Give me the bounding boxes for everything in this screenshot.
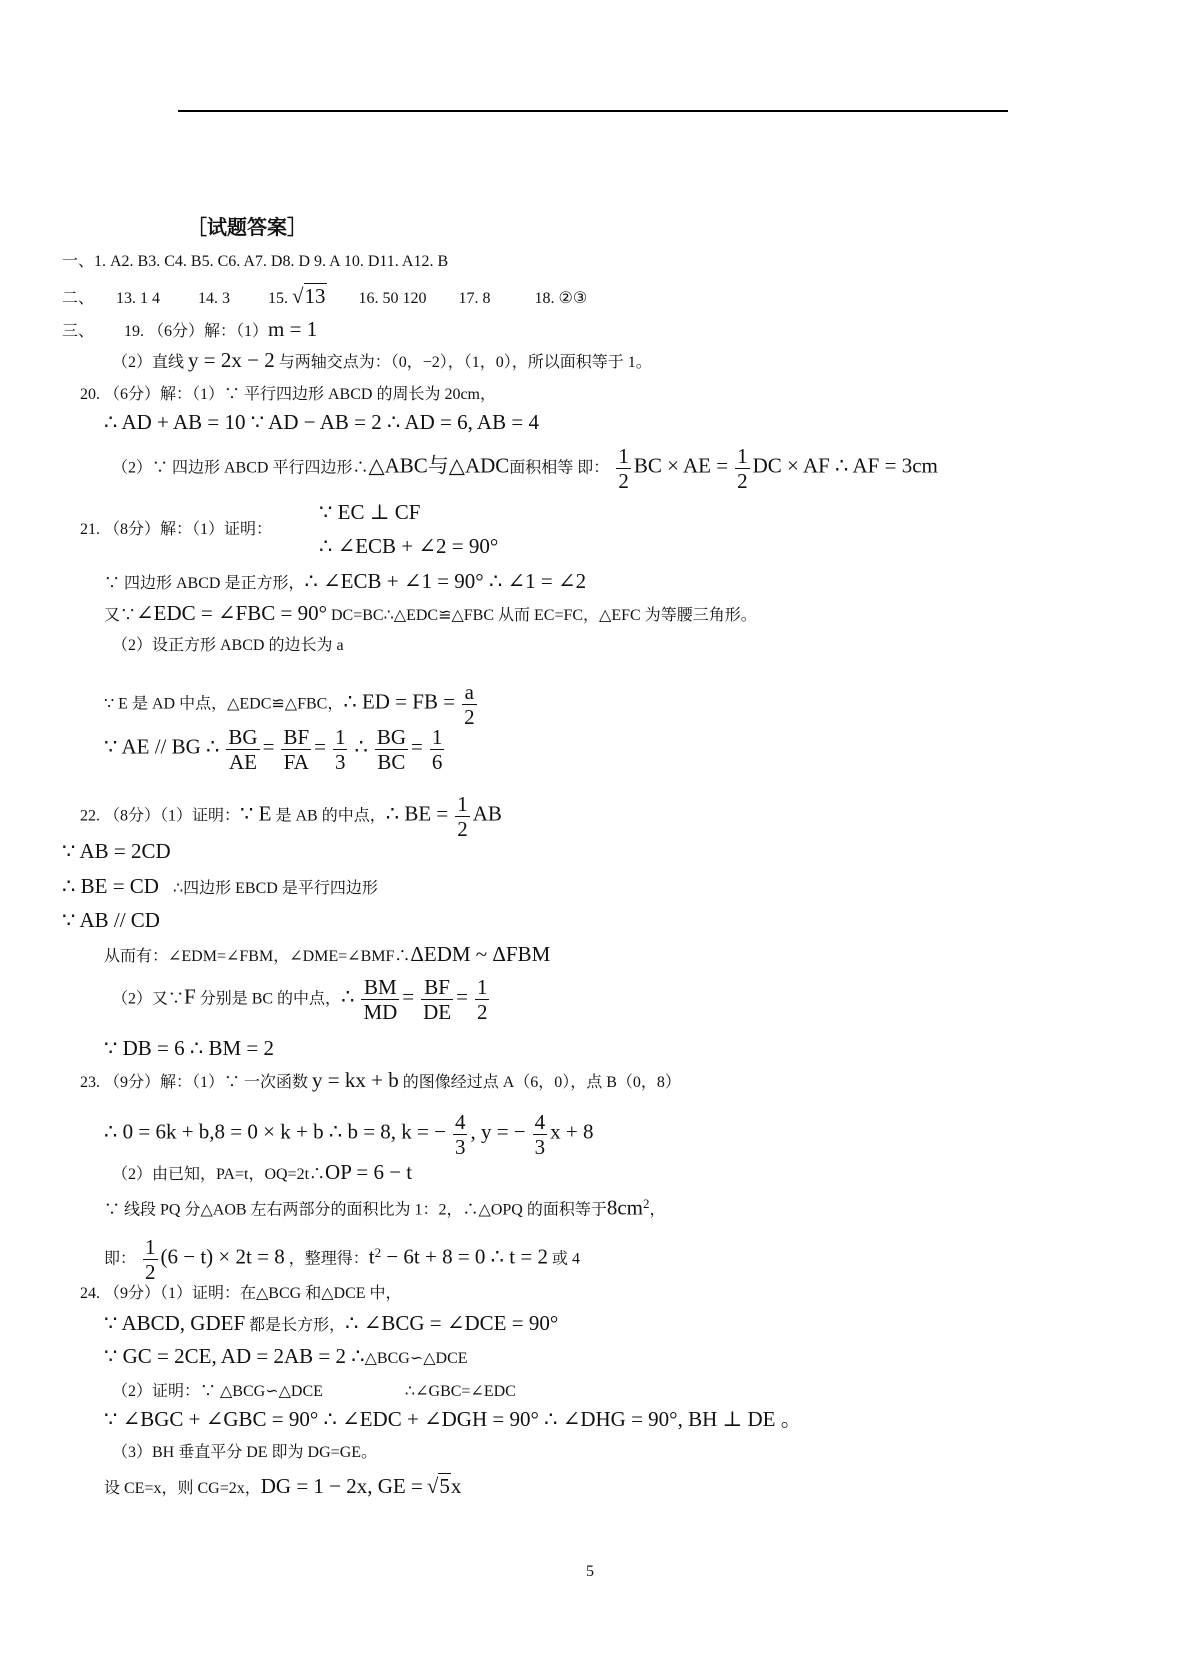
q22-line4: ∵ AB // CD [62,908,160,932]
fill-prefix: 二、 [62,290,95,307]
fill-answers [62,286,587,307]
q23-line3: （2）由已知，PA=t，OQ=2t∴OP = 6 − t [112,1160,413,1184]
q21-line4: （2）设正方形 ABCD 的边长为 a [112,637,344,654]
q22-line2: ∵ AB = 2CD [62,839,171,863]
frac-bg-bc: $\frac{BG}{BC}$ [376,725,407,775]
mc-answers: 一、1. A2. B3. C4. B5. C6. A7. D8. D 9. A 10. D11. A12. B [62,253,449,270]
fill-15: 15. [268,290,289,307]
frac-1-3: $\frac{1}{3}$ [334,725,346,775]
frac-half-5: $\frac{1}{2}$ [145,1235,156,1285]
q21-line6: ∵ AE // BG ∴ $\frac{BG}{AE}$ = $\frac{BF}{FA}$ = $\frac{1}{3}$ ∴ $\frac{BG}{BC}$ = $\frac{1}{6}$ [104,725,443,775]
frac-half-3: $\frac{1}{2}$ [457,792,468,842]
frac-bm-md: $\frac{BM}{MD}$ [363,975,398,1025]
frac-half-4: $\frac{1}{2}$ [476,975,488,1025]
fill-13: 13. 1 4 [116,290,161,307]
q20-line1: 20. （6分）解：（1）∵ 平行四边形 ABCD 的周长为 20cm， [80,386,497,403]
q19-line2: （2）直线 y = 2x − 2 与两轴交点为：（0，−2），（1，0），所以面积等于 1。 [112,348,652,372]
sqrt-13: √13 [292,284,326,308]
q23-line2: ∴ 0 = 6k + b,8 = 0 × k + b ∴ b = 8, k = − $\frac{4}{3}$ , y = − $\frac{4}{3}$ x + 8 [104,1110,594,1160]
page-number: 5 [586,1563,594,1580]
frac-4-3-b: $\frac{4}{3}$ [534,1110,546,1160]
q23-line4: ∵ 线段 PQ 分△AOB 左右两部分的面积比为 1：2，∴△OPQ 的面积等于$8cm^2$， [104,1195,666,1220]
q24-line6: （3）BH 垂直平分 DE 即为 DG=GE。 [112,1444,378,1461]
fill-16: 16. 50 120 [358,290,427,307]
section-title: ［试题答案］ [187,217,307,239]
fill-14: 14. 3 [198,290,231,307]
q20-line3: （2）∵ 四边形 ABCD 平行四边形∴△ABC与△ADC面积相等 即： $\frac{1}{2}$ BC × AE = $\frac{1}{2}$ DC × AF ∴ AF = 3cm [112,444,938,494]
fill-18: 18. ②③ [534,290,588,307]
header-rule [178,110,1008,112]
q22-line3: ∴ BE = CD ∴四边形 EBCD 是平行四边形 [62,874,378,898]
q24-line4: （2）证明：∵ △BCG∽△DCE ∴∠GBC=∠EDC [112,1383,516,1400]
q19-line1: 三、 19. （6分）解：（1）m = 1 [62,317,318,341]
q21-line2: ∵ 四边形 ABCD 是正方形，∴ ∠ECB + ∠1 = 90° ∴ ∠1 = ∠2 [104,569,587,593]
q23-line1: 23. （9分）解：（1）∵ 一次函数 y = kx + b 的图像经过点 A（6，0），点 B（0，8） [80,1068,681,1092]
frac-1-6: $\frac{1}{6}$ [431,725,443,775]
q24-line7: 设 CE=x，则 CG=2x，DG = 1 − 2x, GE = √5x [104,1474,462,1498]
q22-line6: （2）又∵F 分别是 BC 的中点，∴ $\frac{BM}{MD}$ = $\frac{BF}{DE}$ = $\frac{1}{2}$ [112,975,488,1025]
q24-line2: ∵ ABCD, GDEF 都是长方形，∴ ∠BCG = ∠DCE = 90° [104,1311,559,1335]
q21-line5: ∵ E 是 AD 中点，△EDC≌△FBC，∴ ED = FB = $\frac{a}{2}$ [104,680,475,730]
frac-bf-de: $\frac{BF}{DE}$ [423,975,452,1025]
frac-4-3-a: $\frac{4}{3}$ [454,1110,466,1160]
q21-step1: ∵ EC ⊥ CF [319,500,421,524]
q22-line7: ∵ DB = 6 ∴ BM = 2 [104,1036,275,1060]
q21-step2: ∴ ∠ECB + ∠2 = 90° [319,534,499,558]
q24-line1: 24. （9分）（1）证明：在△BCG 和△DCE 中， [80,1285,402,1302]
q22-line1: 22. （8分）（1）证明：∵ E 是 AB 的中点，∴ BE = $\frac{1}{2}$ AB [80,792,502,842]
frac-bg-ae: $\frac{BG}{AE}$ [228,725,258,775]
q23-line5: 即： $\frac{1}{2}$ (6 − t) × 2t = 8 ，整理得：$t^2 - 6t + 8 = 0$ ∴ t = 2 或 4 [104,1235,580,1285]
frac-half-1: $\frac{1}{2}$ [618,444,629,494]
q22-line5: 从而有：∠EDM=∠FBM，∠DME=∠BMF∴ΔEDM ~ ΔFBM [104,942,551,966]
frac-a-over-2: $\frac{a}{2}$ [464,680,475,730]
q20-line2: ∴ AD + AB = 10 ∵ AD − AB = 2 ∴ AD = 6, AB = 4 [104,410,539,434]
q24-line5: ∵ ∠BGC + ∠GBC = 90° ∴ ∠EDC + ∠DGH = 90° ∴ ∠DHG = 90°, BH ⊥ DE 。 [104,1407,802,1431]
q21-line1: 21. （8分）解：（1）证明： [80,521,273,538]
frac-bf-fa: $\frac{BF}{FA}$ [283,725,310,775]
q24-line3: ∵ GC = 2CE, AD = 2AB = 2 ∴△BCG∽△DCE [104,1344,468,1368]
q21-line3: 又∵∠EDC = ∠FBC = 90° DC=BC∴△EDC≌△FBC 从而 EC=FC，△EFC 为等腰三角形。 [104,601,757,625]
sqrt-5: √5 [426,1474,450,1498]
frac-half-2: $\frac{1}{2}$ [737,444,748,494]
fill-17: 17. 8 [458,290,491,307]
